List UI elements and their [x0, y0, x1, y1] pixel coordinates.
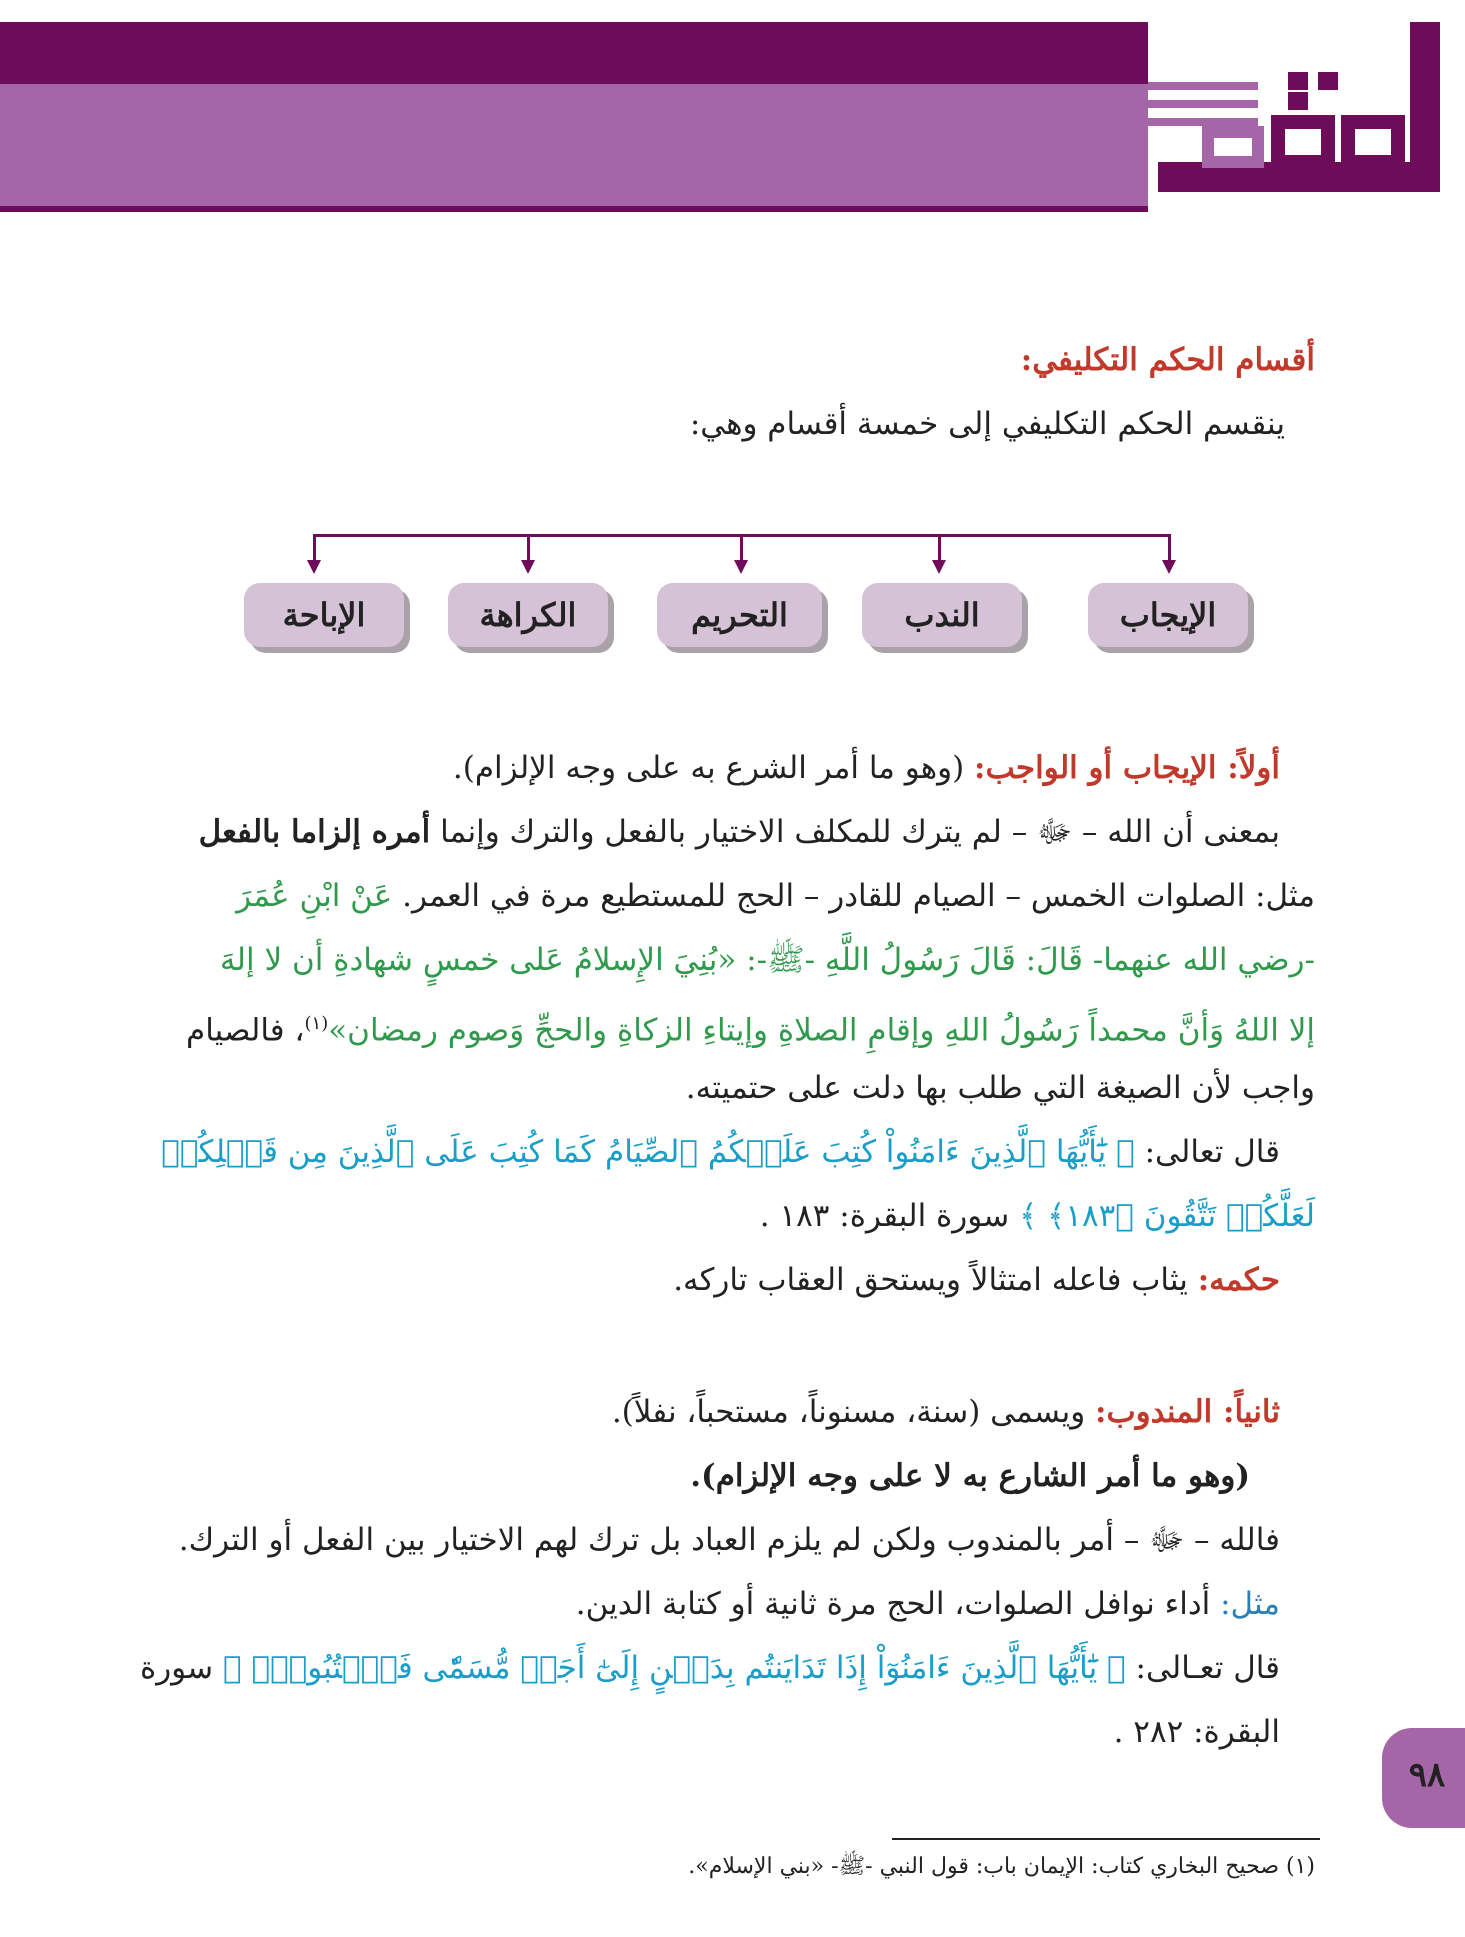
hadith-narrator: عَنْ ابْنِ عُمَرَ: [236, 878, 393, 914]
first-line-5: واجب لأن الصيغة التي طلب بها دلت على حتميته.: [685, 1070, 1315, 1106]
second-heading: ثانياً: المندوب:: [1095, 1394, 1280, 1430]
arrow-down-icon: [307, 560, 321, 574]
box-tahrim: التحريم: [657, 583, 822, 647]
footnote: (١) صحيح البخاري كتاب: الإيمان باب: قول النبي -ﷺ- «بني الإسلام».: [688, 1854, 1315, 1879]
second-quran-line: قال تعـالى: ﴿ يَٰٓأَيُّهَا ٱلَّذِينَ ءَامَنُوٓاْ إِذَا تَدَايَنتُم بِدَيۡنٍ إِلَىٰٓ أَجَلٖ مُّسَمّٗى فَٱكۡتُبُوهُۚ ﴾ سورة: [139, 1650, 1280, 1686]
box-nadb: الندب: [862, 583, 1022, 647]
first-heading-line: [453, 748, 1280, 788]
example-label: مثل:: [1220, 1586, 1280, 1622]
page-number: ٩٨: [1408, 1755, 1446, 1795]
arrow-down-icon: [932, 560, 946, 574]
emphasis-text: أمره إلزاما بالفعل: [198, 814, 431, 850]
quran-verse: ﴿ يَٰٓأَيُّهَا ٱلَّذِينَ ءَامَنُوٓاْ إِذَا تَدَايَنتُم بِدَيۡنٍ إِلَىٰٓ أَجَلٖ مُّسَمّٗى فَٱكۡتُبُوهُۚ ﴾: [223, 1650, 1126, 1686]
first-ruling: حكمه: يثاب فاعله امتثالاً ويستحق العقاب تاركه.: [673, 1262, 1280, 1298]
ruling-label: حكمه:: [1197, 1262, 1280, 1298]
header-banner-top: [0, 22, 1160, 84]
arrow-down-icon: [521, 560, 535, 574]
header-banner: [0, 84, 1160, 206]
second-heading-line: ثانياً: المندوب: ويسمى (سنة، مسنوناً، مستحباً، نفلاً).: [611, 1394, 1280, 1430]
first-line-2: مثل: الصلوات الخمس – الصيام للقادر – الحج للمستطيع مرة في العمر. عَنْ ابْنِ عُمَرَ: [236, 878, 1315, 914]
hadith-text-1: -رضي الله عنهما- قَالَ: قَالَ رَسُولُ اللَّهِ -ﷺ-: «بُنِيَ الإِسلامُ عَلى خمسٍ شهادةِ أن لا إلهَ: [219, 942, 1315, 978]
first-definition: (وهو ما أمر الشرع به على وجه الإلزام).: [452, 750, 975, 786]
hadith-text-2: إلا اللهُ وَأنَّ محمداً رَسُولُ اللهِ وإقامِ الصلاةِ وإيتاءِ الزكاةِ والحجِّ وَصوم رمضان»: [328, 1012, 1315, 1049]
quran-verse: ﴿ يَٰٓأَيُّهَا ٱلَّذِينَ ءَامَنُواْ كُتِبَ عَلَيۡكُمُ ٱلصِّيَامُ كَمَا كُتِبَ عَلَى ٱلَّذِينَ مِن قَبۡلِكُمۡ: [161, 1134, 1135, 1170]
quran-verse-line-1: قال تعالى: ﴿ يَٰٓأَيُّهَا ٱلَّذِينَ ءَامَنُواْ كُتِبَ عَلَيۡكُمُ ٱلصِّيَامُ كَمَا كُتِبَ عَلَى ٱلَّذِينَ مِن قَبۡلِكُمۡ: [161, 1134, 1280, 1170]
box-ibaha: الإباحة: [244, 583, 404, 647]
quran-verse-line-2: لَعَلَّكُمۡ تَتَّقُونَ ﴿١٨٣﴾ ﴾ سورة البقرة: ١٨٣ .: [759, 1198, 1315, 1234]
section-title: أقسام الحكم التكليفي:: [1020, 342, 1315, 378]
header-banner-underline: [0, 206, 1160, 212]
second-example: مثل: أداء نوافل الصلوات، الحج مرة ثانية أو كتابة الدين.: [575, 1586, 1280, 1622]
footnote-divider: [892, 1838, 1320, 1840]
second-definition: (وهو ما أمر الشارع به لا على وجه الإلزام).: [690, 1458, 1250, 1494]
first-line-4: إلا اللهُ وَأنَّ محمداً رَسُولُ اللهِ وإقامِ الصلاةِ وإيتاءِ الزكاةِ والحجِّ وَصوم رمضان»$^{(١)}$، فالصيام: [186, 1012, 1315, 1049]
box-ijab: الإيجاب: [1088, 583, 1248, 647]
title-logo: [1148, 22, 1465, 212]
arrow-down-icon: [734, 560, 748, 574]
arrow-down-icon: [1162, 560, 1176, 574]
first-heading: أولاً: الإيجاب أو الواجب:: [974, 750, 1280, 786]
second-quran-reference: البقرة: ٢٨٢ .: [1113, 1714, 1280, 1750]
footnote-ref: (١): [304, 1013, 329, 1034]
first-line-1: بمعنى أن الله – ﷻ – لم يترك للمكلف الاختيار بالفعل والترك وإنما أمره إلزاما بالفعل: [198, 814, 1280, 850]
box-karaha: الكراهة: [448, 583, 608, 647]
second-line-1: فالله – ﷻ – أمر بالمندوب ولكن لم يلزم العباد بل ترك لهم الاختيار بين الفعل أو الترك.: [178, 1522, 1280, 1558]
quran-reference: سورة البقرة: ١٨٣ .: [759, 1198, 1020, 1234]
section-intro: ينقسم الحكم التكليفي إلى خمسة أقسام وهي:: [689, 406, 1285, 442]
